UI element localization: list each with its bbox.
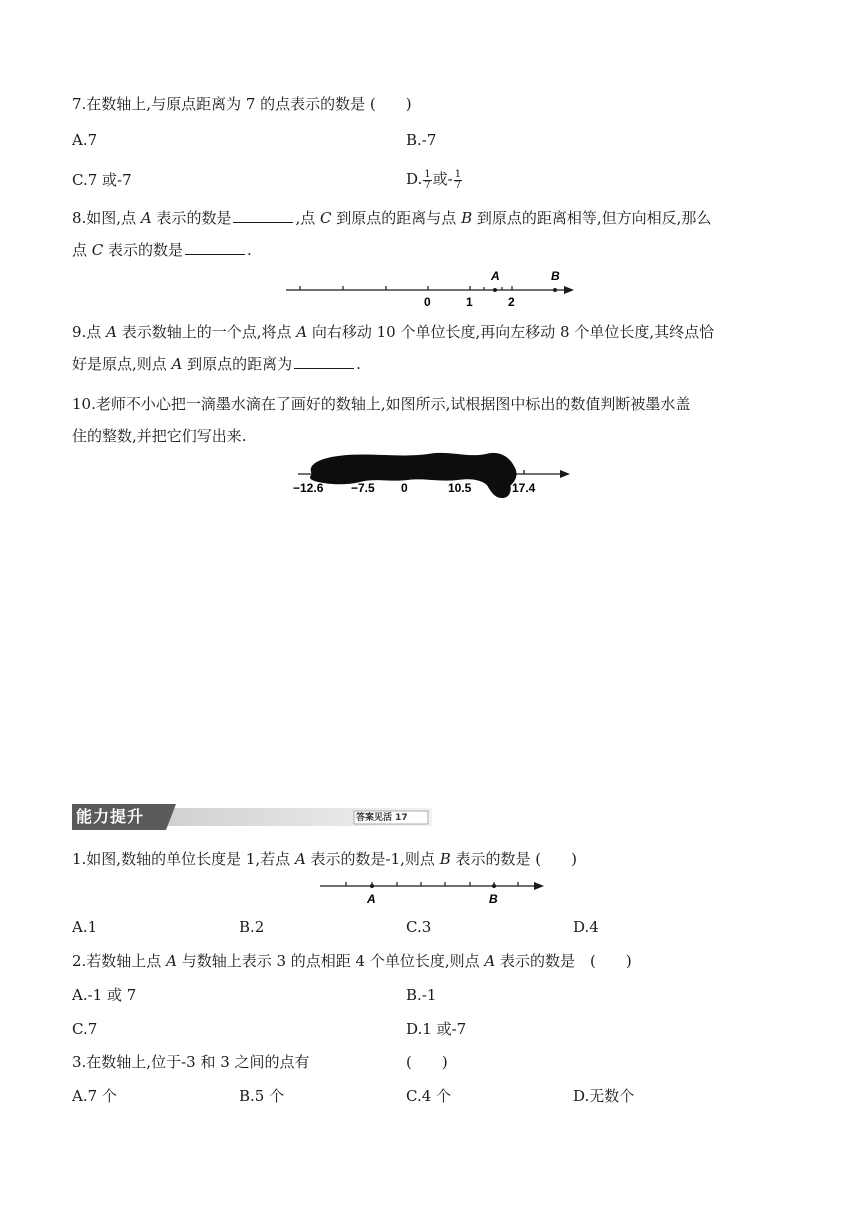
q9-var-a: A	[296, 323, 308, 341]
q9-text: 表示数轴上的一个点,将点	[116, 323, 297, 341]
q7-option-b: B.-7	[406, 131, 437, 149]
q8-text: 到原点的距离相等,但方向相反,那么	[472, 209, 712, 227]
p2-option-c: C.7	[72, 1020, 98, 1038]
p1-text: 表示的数是 ( )	[450, 850, 577, 868]
q9-var-a: A	[171, 355, 183, 373]
q8-line-1	[72, 208, 711, 228]
q7-option-d-frac2-den: 7	[454, 179, 462, 191]
q7-option-d-frac1-num: 1	[424, 168, 431, 180]
answer-reference: 答案见活 17	[356, 813, 408, 823]
q7-stem: 7.在数轴上,与原点距离为 7 的点表示的数是 ( )	[72, 95, 412, 113]
q8-text: 点	[72, 241, 92, 259]
q8-text: 表示的数是	[103, 241, 184, 259]
p3-option-d: D.无数个	[573, 1087, 635, 1105]
q8-label-2: 2	[508, 295, 515, 309]
q8-var-a: A	[140, 209, 152, 227]
p1-number-line	[316, 874, 548, 908]
p1-var-b: B	[439, 850, 451, 868]
q8-var-c: C	[91, 241, 104, 259]
q10-label-17-4: 17.4	[512, 481, 536, 495]
q8-var-b: B	[461, 209, 473, 227]
q8-point-a-dot	[493, 288, 497, 292]
p1-point-b-dot	[492, 884, 496, 888]
p2-option-a: A.-1 或 7	[72, 986, 137, 1004]
p2-var-a: A	[484, 952, 496, 970]
p3-stem: 3.在数轴上,位于-3 和 3 之间的点有	[72, 1053, 310, 1071]
p3-option-b: B.5 个	[239, 1087, 285, 1105]
q9-text: .	[356, 355, 361, 373]
q7-option-d-mid: 或-	[432, 170, 453, 188]
q9-text: 到原点的距离为	[182, 355, 293, 373]
q9-text: 向右移动 10 个单位长度,再向左移动 8 个单位长度,其终点恰	[307, 323, 715, 341]
q10-label-10-5: 10.5	[448, 481, 472, 495]
q8-point-b-label: B	[551, 269, 560, 283]
q8-blank-2[interactable]	[185, 240, 245, 255]
p1-text: 1.如图,数轴的单位长度是 1,若点	[72, 850, 295, 868]
q9-text: 9.点	[72, 323, 107, 341]
p1-text: 表示的数是-1,则点	[305, 850, 440, 868]
q10-label-neg-12-6: −12.6	[293, 481, 324, 495]
p1-stem	[72, 849, 577, 869]
p1-var-a: A	[294, 850, 306, 868]
p2-text: 2.若数轴上点	[72, 952, 167, 970]
q7-option-a: A.7	[72, 131, 98, 149]
p2-stem	[72, 951, 632, 971]
q10-axis-arrow	[560, 470, 570, 478]
ink-blot	[310, 453, 517, 491]
q8-line-2	[72, 240, 252, 260]
p2-option-d: D.1 或-7	[406, 1020, 467, 1038]
q9-text: 好是原点,则点	[72, 355, 172, 373]
q7-option-d	[406, 166, 463, 192]
q10-line-2: 住的整数,并把它们写出来.	[72, 427, 247, 445]
q8-blank-1[interactable]	[233, 208, 293, 223]
q10-label-neg-7-5: −7.5	[351, 481, 375, 495]
q8-label-0: 0	[424, 295, 431, 309]
p2-text: 表示的数是 ( )	[495, 952, 632, 970]
q10-line-1: 10.老师不小心把一滴墨水滴在了画好的数轴上,如图所示,试根据图中标出的数值判断被墨水盖	[72, 395, 691, 413]
p1-option-a: A.1	[72, 918, 98, 936]
p2-option-b: B.-1	[406, 986, 437, 1004]
p1-point-a-dot	[370, 884, 374, 888]
q9-var-a: A	[106, 323, 117, 341]
q8-text: ,点	[295, 209, 321, 227]
q8-text: 8.如图,点	[72, 209, 141, 227]
p2-var-a: A	[166, 952, 177, 970]
q8-text: 到原点的距离与点	[331, 209, 462, 227]
p1-option-d: D.4	[573, 918, 599, 936]
q10-label-0: 0	[401, 481, 408, 495]
q8-var-c: C	[320, 209, 332, 227]
q9-blank[interactable]	[294, 354, 354, 369]
p3-option-a: A.7 个	[72, 1087, 117, 1105]
q7-option-d-fraction-2	[454, 170, 462, 191]
q8-ticks	[300, 286, 512, 290]
q8-number-line	[280, 266, 580, 312]
q7-option-d-frac1-den: 7	[424, 179, 431, 191]
q7-option-d-fraction-1	[423, 170, 431, 191]
q8-point-a-label: A	[491, 269, 500, 283]
q7-option-d-frac2-num: 1	[454, 168, 462, 180]
q8-label-1: 1	[466, 295, 473, 309]
q8-point-b-dot	[553, 288, 557, 292]
q7-option-c: C.7 或-7	[72, 171, 132, 189]
section-title: 能力提升	[76, 807, 145, 826]
p3-answer-paren: ( )	[406, 1053, 448, 1071]
p1-point-b-label: B	[489, 892, 498, 906]
q10-number-line	[288, 436, 578, 502]
q7-option-d-prefix: D.	[406, 170, 423, 188]
p1-axis-arrow	[534, 882, 544, 890]
q9-line-1	[72, 322, 714, 342]
q8-text: 表示的数是	[151, 209, 232, 227]
p1-point-a-label: A	[367, 892, 376, 906]
q8-text: .	[247, 241, 252, 259]
q8-axis-arrow	[564, 286, 574, 294]
q9-line-2	[72, 354, 361, 374]
p1-option-c: C.3	[406, 918, 432, 936]
p3-option-c: C.4 个	[406, 1087, 452, 1105]
p2-text: 与数轴上表示 3 的点相距 4 个单位长度,则点	[176, 952, 485, 970]
p1-option-b: B.2	[239, 918, 265, 936]
